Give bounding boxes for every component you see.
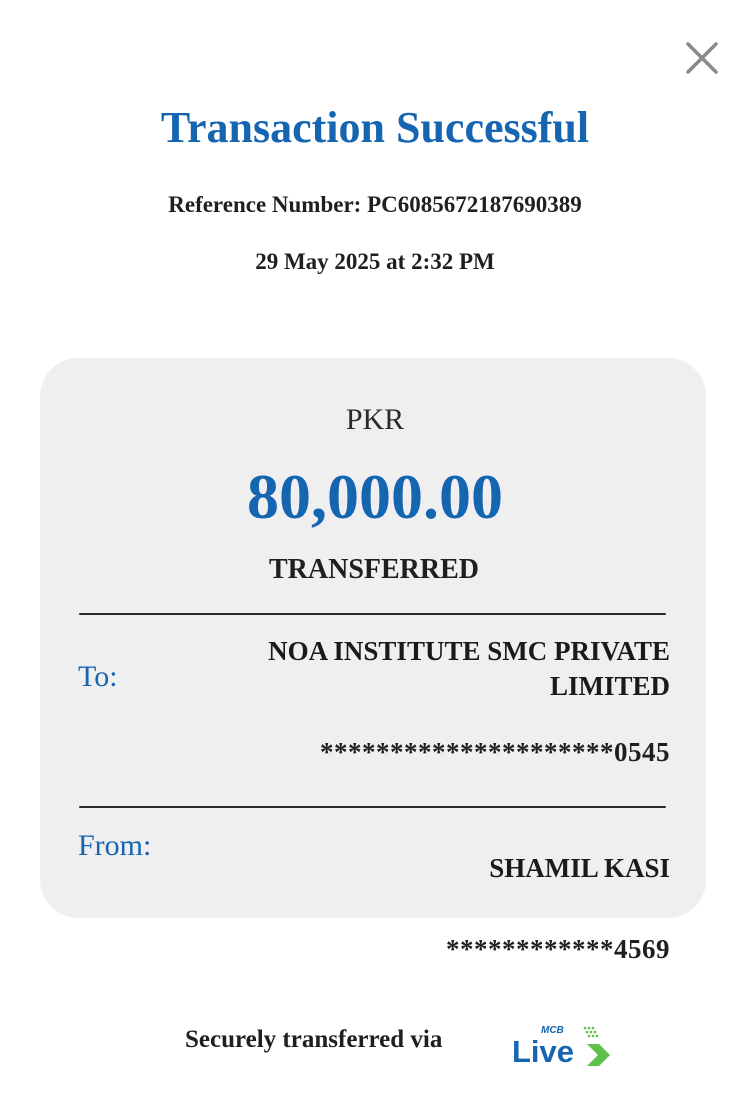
reference-number: Reference Number: PC6085672187690389 (168, 192, 582, 217)
footer-text: Securely transferred via (185, 1026, 443, 1053)
recipient-name-line2: LIMITED (549, 671, 670, 701)
divider-top (79, 613, 666, 615)
sender-name: SHAMIL KASI (489, 853, 670, 883)
sender-account: ************4569 (446, 934, 670, 964)
amount-value: 80,000.00 (247, 461, 503, 532)
currency-label: PKR (345, 403, 405, 436)
close-button[interactable] (682, 38, 722, 78)
transaction-datetime: 29 May 2025 at 2:32 PM (255, 249, 495, 274)
close-icon (682, 38, 722, 78)
transfer-status: TRANSFERRED (268, 554, 480, 585)
recipient-account: *********************0545 (320, 737, 670, 767)
logo-mcb-text: MCB (541, 1025, 564, 1036)
logo-live-text: Live (512, 1034, 575, 1068)
to-label: To: (78, 660, 118, 693)
recipient-name-line1: NOA INSTITUTE SMC PRIVATE (268, 636, 670, 666)
divider-bottom (79, 806, 666, 808)
page-title: Transaction Successful (160, 103, 590, 152)
from-label: From: (78, 829, 152, 862)
mcb-live-logo (511, 1022, 611, 1068)
